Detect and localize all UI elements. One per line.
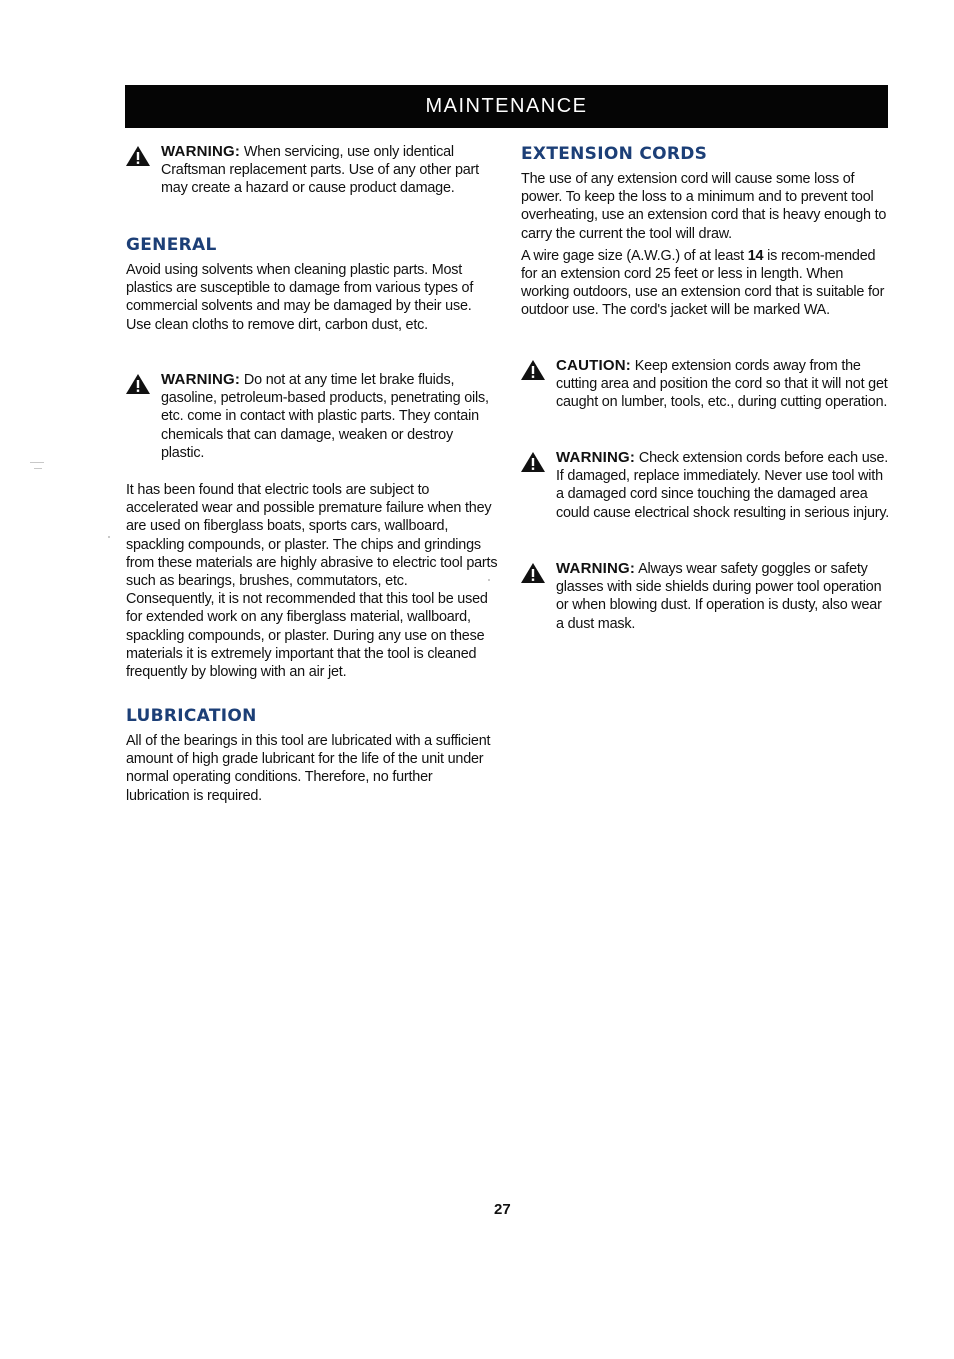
lubrication-heading: LUBRICATION (126, 706, 257, 726)
warning-triangle-icon (126, 146, 150, 166)
warning-label: WARNING: (161, 143, 241, 160)
section-title: MAINTENANCE (425, 95, 588, 117)
scan-speck (488, 579, 490, 581)
warning-check-cords (521, 449, 892, 522)
scan-speck (108, 536, 110, 538)
lubrication-section (126, 706, 498, 805)
general-section (126, 235, 498, 334)
warning-triangle-icon (521, 360, 545, 380)
extension-text-1: The use of any extension cord will cause some loss of power. To keep the loss to a minimum and to prevent tool overheating, use an extension cord that is heavy enough to carry the current the tool will draw. (521, 171, 887, 242)
warning-identical-parts (126, 143, 498, 198)
warning-label: WARNING: (556, 449, 636, 466)
fiberglass-text: It has been found that electric tools are subject to accelerated wear and possible premature failure when they are used on fiberglass boats, sports cars, wallboard, spackling compounds, or plaster. The chips and grindings from these materials are highly abrasive to electric tool parts such as bearings, brushes, commutators, etc. Consequently, it is not recommended that this tool be used for extended work on any fiberglass material, wallboard, spackling compounds, or plaster. During any use on these materials it is extremely important that the tool is cleaned frequently by blowing with an air jet. (126, 482, 498, 681)
wire-gage-value: 14 (747, 247, 764, 264)
warning-label: WARNING: (556, 560, 636, 577)
warning-plastic-parts (126, 371, 498, 462)
warning-text: Always wear safety goggles or safety glasses with side shields during power tool operation or when blowing dust. If operation is dusty, also wear a dust mask. (556, 561, 882, 632)
general-text: Avoid using solvents when cleaning plastic parts. Most plastics are susceptible to damage from various types of commercial solvents and may be damaged by their use. Use clean cloths to remove dirt, carbon dust, etc. (126, 262, 474, 333)
warning-triangle-icon (521, 563, 545, 583)
scan-speck (30, 462, 44, 463)
extension-cords-section (521, 144, 891, 320)
warning-label: WARNING: (161, 371, 241, 388)
warning-triangle-icon (521, 452, 545, 472)
caution-cutting-area (521, 357, 892, 412)
warning-triangle-icon (126, 374, 150, 394)
caution-label: CAUTION: (556, 357, 631, 374)
fiberglass-paragraph (126, 481, 498, 681)
caution-text: Keep extension cords away from the cutting area and position the cord so that it will not get caught on lumber, tools, etc., during cutting operation. (556, 358, 888, 411)
extension-cords-heading: EXTENSION CORDS (521, 144, 708, 164)
scan-speck (34, 468, 42, 469)
warning-text: Do not at any time let brake fluids, gasoline, petroleum-based products, penetrating oils, etc. come in contact with plastic parts. They contain chemicals that can damage, weaken or destroy plastic. (161, 372, 489, 461)
general-heading: GENERAL (126, 235, 217, 255)
section-banner (125, 85, 888, 128)
extension-text-2: A wire gage size (A.W.G.) of at least 14 is recom-mended for an extension cord 25 feet or less in length. When working outdoors, use an extension cord that is suitable for outdoor use. The cord's jacket will be marked WA. (521, 247, 885, 319)
warning-text: When servicing, use only identical Craftsman replacement parts. Use of any other part may create a hazard or cause product damage. (161, 144, 479, 197)
warning-safety-goggles (521, 560, 892, 633)
lubrication-text: All of the bearings in this tool are lubricated with a sufficient amount of high grade lubricant for the life of the unit under normal operating conditions. Therefore, no further lubrication is required. (126, 733, 491, 804)
page-number: 27 (494, 1201, 511, 1218)
warning-text: Check extension cords before each use. If damaged, replace immediately. Never use tool with a damaged cord since touching the damaged area could cause electrical shock resulting in serious injury. (556, 450, 890, 521)
